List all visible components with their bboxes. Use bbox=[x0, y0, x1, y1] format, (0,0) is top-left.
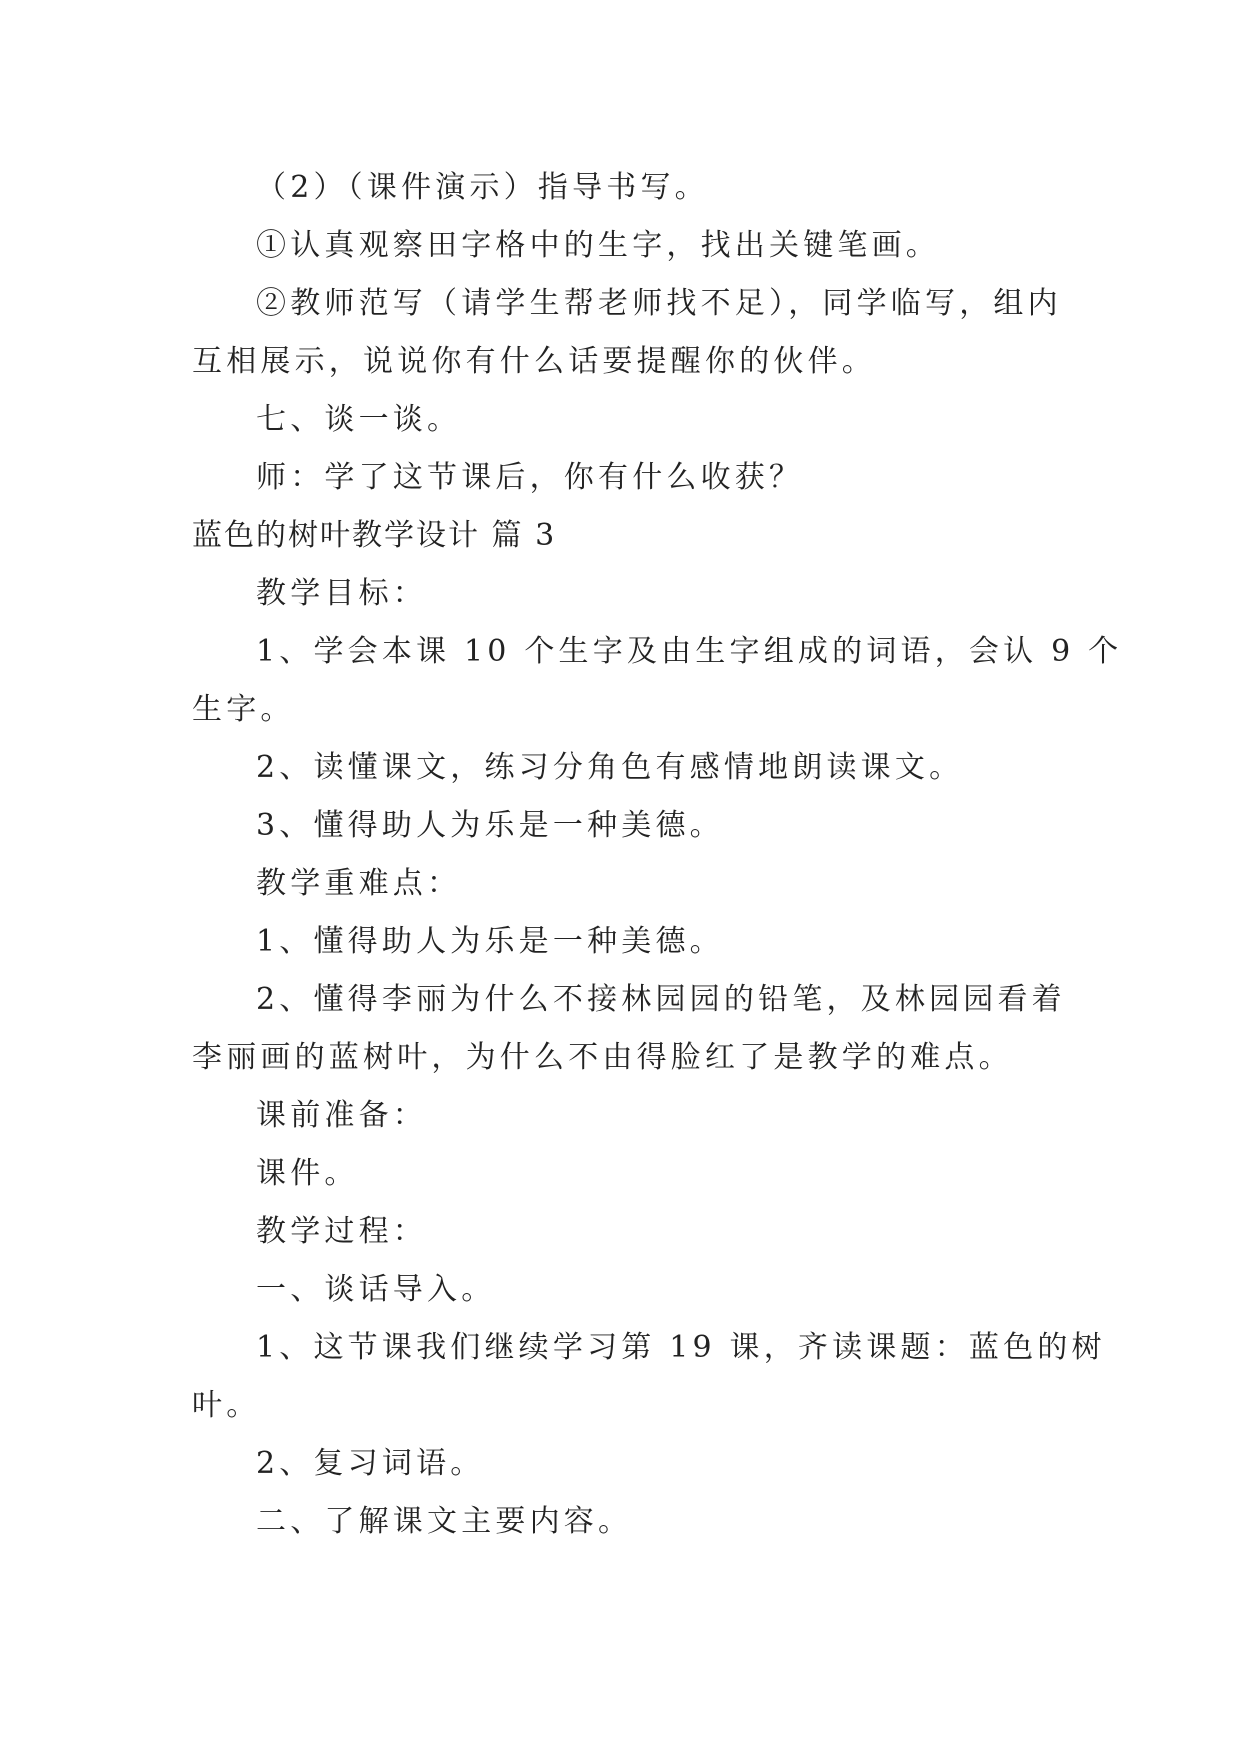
list-item-continuation: 叶。 bbox=[192, 1388, 261, 1423]
paragraph-line: （2）（课件演示）指导书写。 bbox=[256, 170, 709, 205]
list-item: 2、懂得李丽为什么不接林园园的铅笔，及林园园看着 bbox=[256, 982, 1066, 1017]
section-heading: 教学目标： bbox=[256, 576, 427, 611]
paragraph-line: ①认真观察田字格中的生字，找出关键笔画。 bbox=[256, 228, 940, 263]
paragraph-line: 互相展示，说说你有什么话要提醒你的伙伴。 bbox=[192, 344, 876, 379]
paragraph-line: 师：学了这节课后，你有什么收获？ bbox=[256, 460, 804, 495]
list-item-continuation: 李丽画的蓝树叶，为什么不由得脸红了是教学的难点。 bbox=[192, 1040, 1013, 1075]
list-item-continuation: 生字。 bbox=[192, 692, 295, 727]
section-heading: 七、谈一谈。 bbox=[256, 402, 462, 437]
paragraph-line: ②教师范写（请学生帮老师找不足），同学临写，组内 bbox=[256, 286, 1062, 321]
list-item: 1、这节课我们继续学习第 19 课，齐读课题：蓝色的树 bbox=[256, 1330, 1106, 1365]
list-item: 3、懂得助人为乐是一种美德。 bbox=[256, 808, 724, 843]
paragraph-line: 课件。 bbox=[256, 1156, 359, 1191]
list-item: 2、读懂课文，练习分角色有感情地朗读课文。 bbox=[256, 750, 964, 785]
section-heading: 二、了解课文主要内容。 bbox=[256, 1504, 633, 1539]
section-heading: 教学过程： bbox=[256, 1214, 427, 1249]
list-item: 2、复习词语。 bbox=[256, 1446, 485, 1481]
section-heading: 一、谈话导入。 bbox=[256, 1272, 496, 1307]
list-item: 1、懂得助人为乐是一种美德。 bbox=[256, 924, 724, 959]
section-heading: 课前准备： bbox=[256, 1098, 427, 1133]
list-item: 1、学会本课 10 个生字及由生字组成的词语，会认 9 个 bbox=[256, 634, 1123, 669]
document-title: 蓝色的树叶教学设计 篇 3 bbox=[192, 518, 557, 553]
section-heading: 教学重难点： bbox=[256, 866, 462, 901]
